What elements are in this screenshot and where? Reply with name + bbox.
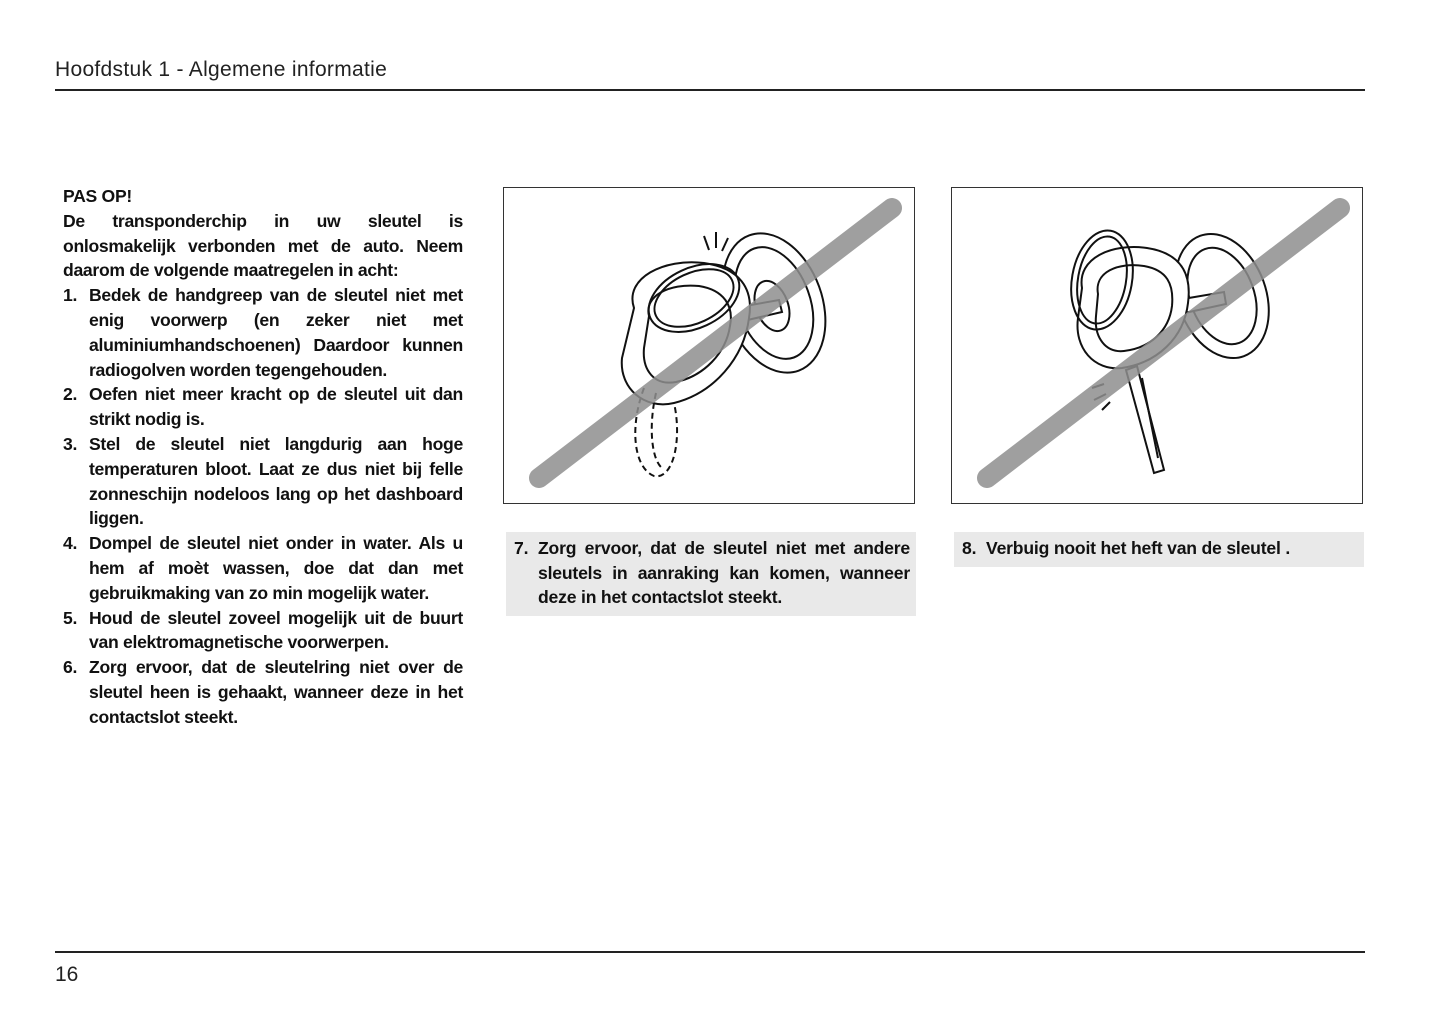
header-rule (55, 89, 1365, 91)
warning-item (63, 606, 463, 656)
warning-section (63, 184, 463, 730)
warning-item-number: 5. (63, 607, 78, 628)
bent-key-illustration (952, 188, 1362, 503)
caption-number: 8. (962, 538, 977, 558)
caption-figure-7 (506, 532, 916, 616)
warning-item-number: 6. (63, 657, 78, 678)
warning-title: PAS OP! (63, 186, 132, 206)
warning-item-text: Stel de sleutel niet langdurig aan hoge temperaturen bloot. Laat ze dus niet bij felle zonneschijn nodeloos lang op het dashboard liggen. (89, 433, 463, 529)
warning-item-number: 1. (63, 285, 78, 306)
warning-item-text: Oefen niet meer kracht op de sleutel uit dan strikt nodig is. (89, 384, 463, 430)
caption-figure-8 (954, 532, 1364, 567)
key-ring-illustration (504, 188, 914, 503)
page-header-title: Hoofdstuk 1 - Algemene informatie (55, 58, 388, 81)
warning-item (63, 283, 463, 382)
figure-bent-key-warning (951, 187, 1363, 504)
footer-rule (55, 951, 1365, 953)
caption-text: Verbuig nooit het heft van de sleutel . (986, 538, 1291, 558)
warning-item-number: 4. (63, 533, 78, 554)
warning-item-number: 2. (63, 384, 78, 405)
warning-intro: De transponderchip in uw sleutel is onlosmakelijk verbonden met de auto. Neem daarom de volgende maatregelen in acht: (63, 210, 463, 281)
warning-item-number: 3. (63, 433, 78, 454)
warning-item-text: Dompel de sleutel niet onder in water. Als u hem af moèt wassen, doe dat dan met gebruikmaking van zo min mogelijk water. (89, 533, 463, 603)
warning-item (63, 655, 463, 729)
figure-key-ring-warning (503, 187, 915, 504)
caption-text: Zorg ervoor, dat de sleutel niet met andere sleutels in aanraking kan komen, wanneer deze in het contactslot steekt. (538, 538, 910, 607)
warning-item (63, 382, 463, 432)
warning-item (63, 531, 463, 605)
page-number: 16 (55, 963, 79, 986)
warning-item-text: Zorg ervoor, dat de sleutelring niet over de sleutel heen is gehaakt, wanneer deze in het contactslot steekt. (89, 657, 463, 727)
caption-number: 7. (514, 538, 529, 558)
warning-item (63, 432, 463, 531)
warning-item-text: Bedek de handgreep van de sleutel niet met enig voorwerp (en zeker niet met aluminiumhandschoenen) Daardoor kunnen radiogolven worden tegengehouden. (89, 285, 463, 380)
warning-item-text: Houd de sleutel zoveel mogelijk uit de buurt van elektromagnetische voorwerpen. (89, 607, 463, 653)
warning-list (63, 283, 463, 729)
